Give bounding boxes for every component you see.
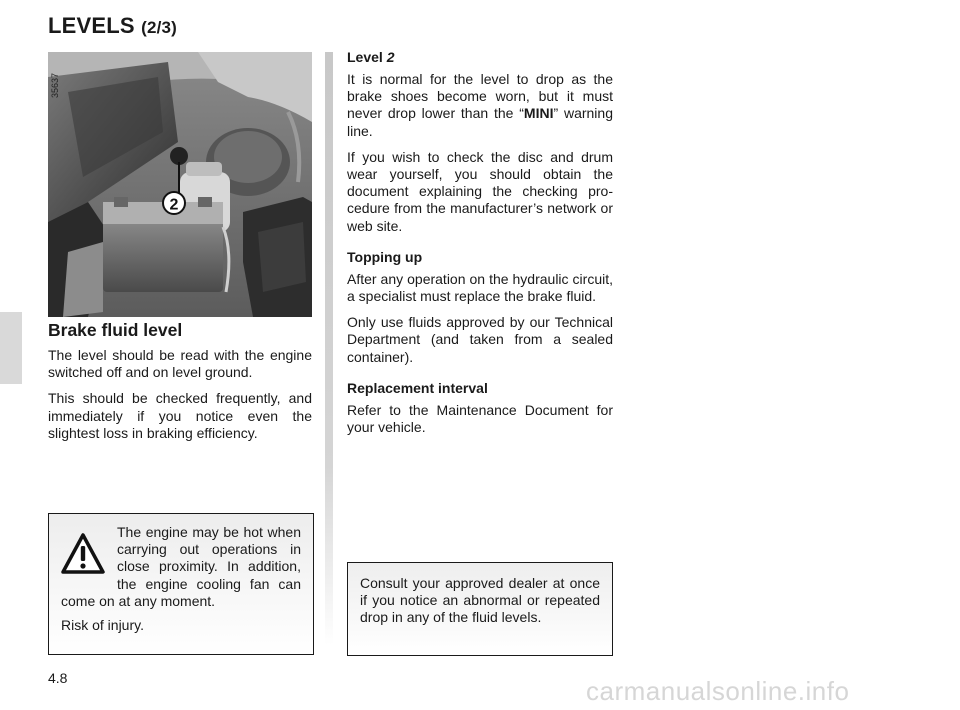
level-drop-text-end: ” warning line. (347, 105, 613, 139)
photo-reference-code: 35637 (50, 72, 60, 98)
chapter-side-tab (0, 312, 22, 384)
level-drop-text-start: It is normal for the level to drop as the brake shoes become worn, but it must never drop lower than the “ (347, 71, 613, 122)
site-watermark: carmanualsonline.info (586, 676, 850, 706)
check-frequency-text: This should be checked frequently, and immediately if you notice even the slightest loss in braking efficiency. (48, 390, 312, 441)
disc-drum-check-text: If you wish to check the disc and drum wear yourself, you should obtain the document explaining the checking procedure from the manufacturer’s network or web site. (347, 148, 613, 234)
column-divider (325, 52, 333, 645)
page-title (48, 13, 177, 39)
callout-2-label: 2 (169, 196, 179, 214)
maintenance-document-text: Refer to the Maintenance Document for your vehicle. (347, 401, 613, 436)
warning-box (48, 513, 314, 655)
level-2-heading (347, 49, 613, 65)
reading-instructions: The level should be read with the engine switched off and on level ground. (48, 347, 312, 381)
hydraulic-circuit-text: After any operation on the hydraulic circuit, a specialist must replace the brake fluid. (347, 270, 613, 305)
level-heading-prefix: Level (347, 49, 383, 65)
brake-fluid-heading: Brake fluid level (48, 320, 183, 340)
warning-triangle-icon (61, 532, 105, 576)
replacement-interval-heading: Replacement interval (347, 379, 488, 396)
right-column (347, 49, 613, 445)
approved-fluids-text: Only use fluids approved by our Technical Department (and taken from a sealed container). (347, 314, 613, 365)
level-drop-text (347, 71, 613, 140)
hot-engine-warning-text: The engine may be hot when carrying out operations in close proximity. In addition, the engine cooling fan can come on at any moment. (61, 524, 301, 609)
risk-of-injury-text: Risk of injury. (61, 617, 144, 634)
mini-warning-label: MINI (523, 105, 554, 122)
page-number: 4.8 (48, 670, 68, 686)
left-column (48, 320, 312, 451)
engine-bay-illustration (48, 52, 312, 317)
page-title-part: (2/3) (141, 18, 178, 37)
page-title-text: LEVELS (48, 13, 135, 38)
level-heading-number: 2 (386, 49, 395, 65)
topping-up-heading: Topping up (347, 248, 423, 265)
dealer-info-box (347, 562, 613, 656)
engine-bay-photo (48, 52, 312, 317)
dealer-advice-text: Consult your approved dealer at once if you notice an abnormal or repeated drop in any of the fluid levels. (360, 575, 600, 626)
